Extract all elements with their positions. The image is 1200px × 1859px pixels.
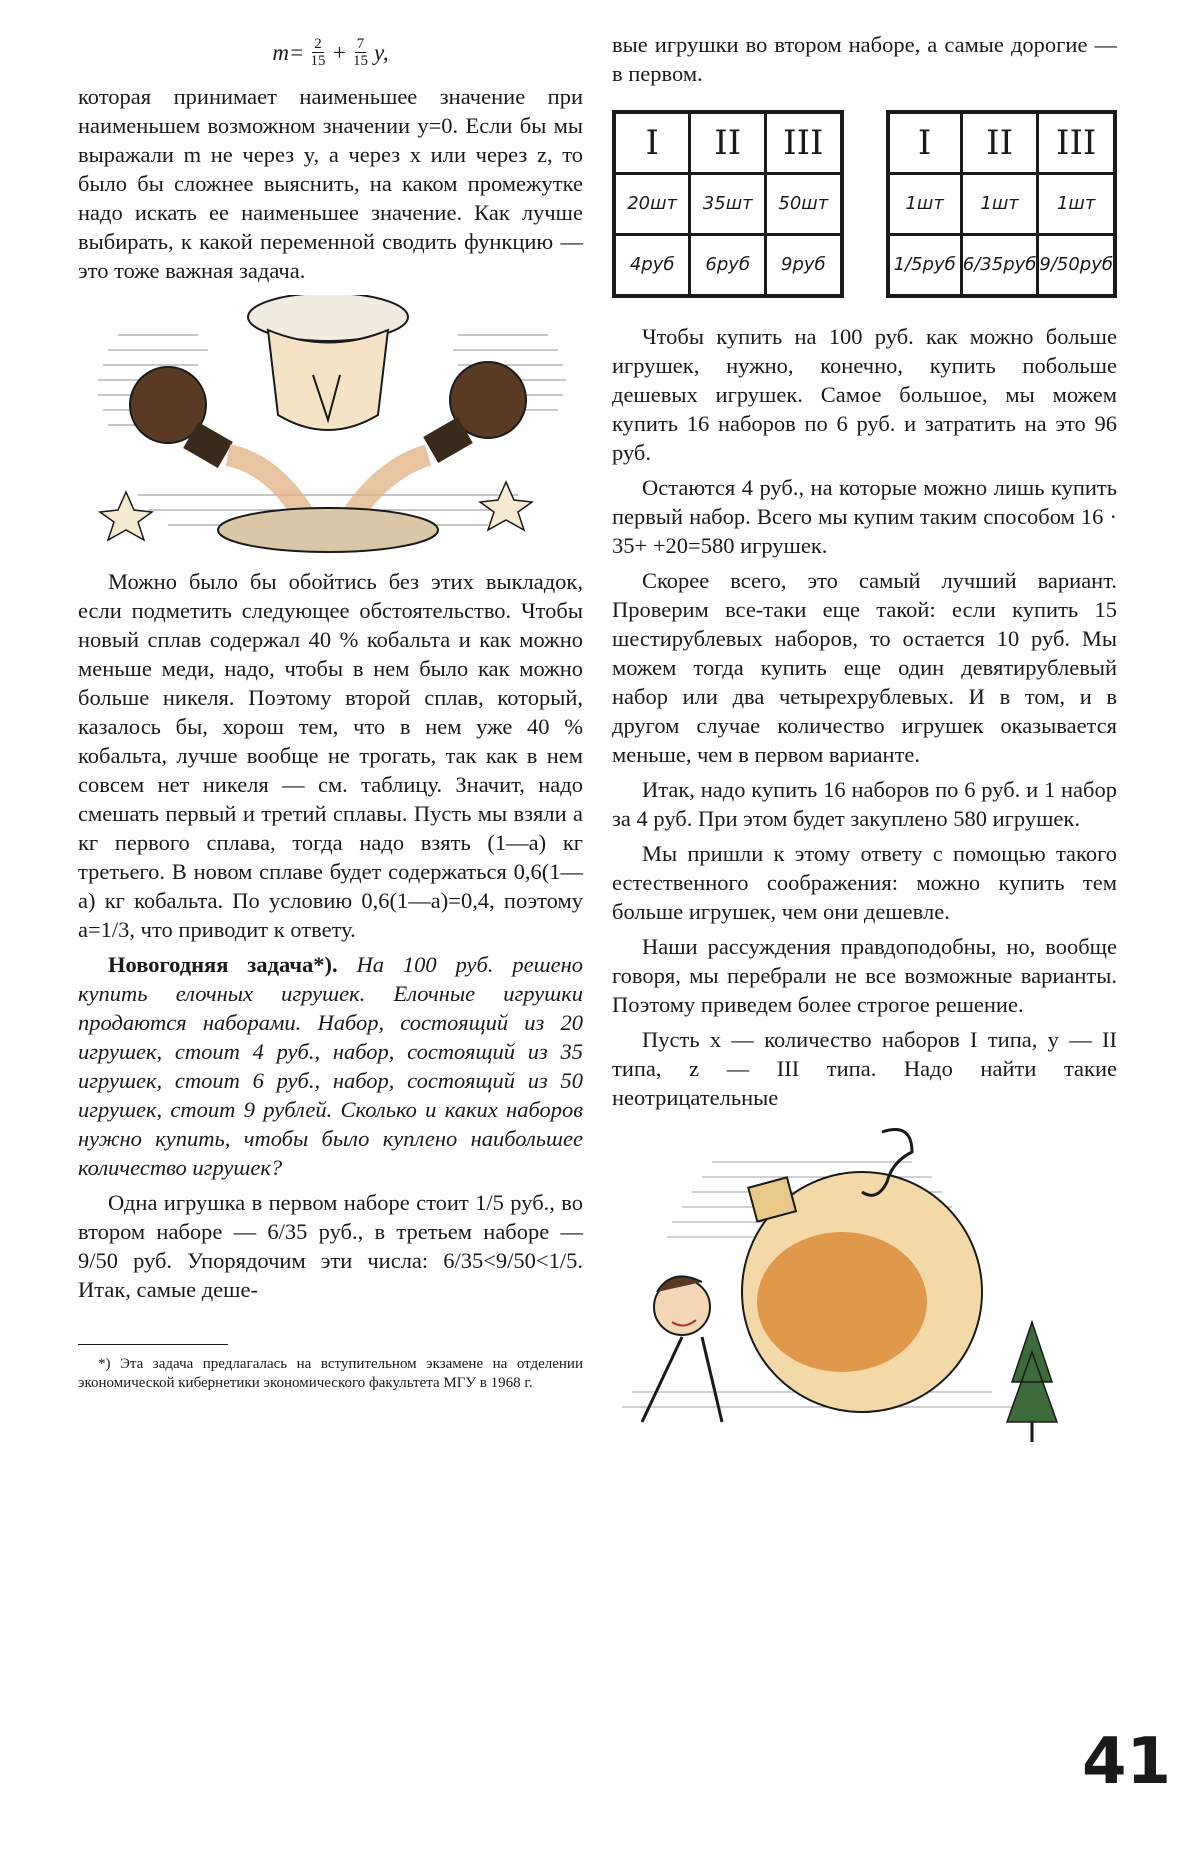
table-cell: 4руб	[614, 235, 690, 297]
paragraph: Чтобы купить на 100 руб. как можно больше игрушек, нужно, конечно, купить побольше дешевых игрушек. Самое большое, мы можем купить 16 наборов по 6 руб. и затратить на это 96 руб.	[612, 324, 1117, 465]
unit-price-table	[886, 110, 1118, 298]
price-tables	[612, 110, 1117, 298]
table-cell: 1/5руб	[888, 235, 962, 297]
paragraph: которая принимает наименьшее значение при наименьшем возможном значении y=0. Если бы мы выражали m не через y, а через x или через z, то было бы сложнее выяснить, на каком промежутке надо искать ее наименьшее значение. Как лучше выбирать, к какой переменной сводить функцию — это тоже важная задача.	[78, 84, 583, 283]
paragraph: Итак, надо купить 16 наборов по 6 руб. и 1 набор за 4 руб. При этом будет закуплено 580 игрушек.	[612, 777, 1117, 831]
alchemist-illustration	[78, 295, 583, 557]
formula-lhs: m=	[272, 39, 305, 65]
page-number: 41	[1082, 1725, 1172, 1799]
table-cell: 50шт	[766, 174, 842, 235]
table-cell: 6/35руб	[961, 235, 1038, 297]
formula-var: y,	[373, 39, 389, 65]
footnote-divider	[78, 1344, 228, 1345]
formula-plus: +	[331, 39, 347, 65]
paragraph: Мы пришли к этому ответу с помощью такого естественного соображения: можно купить тем больше игрушек, чем они дешевле.	[612, 841, 1117, 924]
table-cell: 6руб	[690, 235, 766, 297]
table-cell: I	[888, 112, 962, 174]
table-cell: 1шт	[888, 174, 962, 235]
sets-table	[612, 110, 844, 298]
paragraph: Наши рассуждения правдоподобны, но, вообще говоря, мы перебрали не все возможные варианты. Поэтому приведем более строгое решение.	[612, 934, 1117, 1017]
table-cell: 35шт	[690, 174, 766, 235]
table-cell: 1шт	[1038, 174, 1115, 235]
paragraph: Одна игрушка в первом наборе стоит 1/5 руб., во втором наборе — 6/35 руб., в третьем наборе — 9/50 руб. Упорядочим эти числа: 6/35<9/50<1/5. Итак, самые деше-	[78, 1190, 583, 1302]
table-cell: I	[614, 112, 690, 174]
fraction-2-15: $\frac{2}{15}$	[310, 35, 326, 69]
paragraph: Остаются 4 руб., на которые можно лишь купить первый набор. Всего мы купим таким способом 16 · 35+ +20=580 игрушек.	[612, 475, 1117, 558]
paragraph: вые игрушки во втором наборе, а самые дорогие — в первом.	[612, 32, 1117, 86]
table-cell: III	[1038, 112, 1115, 174]
fraction-7-15: $\frac{7}{15}$	[352, 35, 368, 69]
paragraph: Пусть x — количество наборов I типа, y — II типа, z — III типа. Надо найти такие неотрицательные	[612, 1027, 1117, 1110]
table-cell: 9/50руб	[1038, 235, 1115, 297]
table-cell: II	[961, 112, 1038, 174]
paragraph-new-year-problem: Новогодняя задача*). На 100 руб. решено купить елочных игрушек. Елочные игрушки продаются наборами. Набор, состоящий из 20 игрушек, стоит 4 руб., набор, состоящий из 35 игрушек, стоит 6 руб., набор, состоящий из 50 игрушек, стоит 9 рублей. Сколько и каких наборов нужно купить, чтобы было куплено наибольшее количество игрушек?	[78, 952, 583, 1180]
right-column	[612, 30, 1117, 1462]
table-cell: II	[690, 112, 766, 174]
table-cell: III	[766, 112, 842, 174]
ornament-boy-illustration	[612, 1122, 1117, 1452]
footnote: *) Эта задача предлагалась на вступительном экзамене на отделении экономической кибернетики экономического факультета МГУ в 1968 г.	[78, 1356, 583, 1391]
table-cell: 9руб	[766, 235, 842, 297]
left-column	[78, 30, 583, 1393]
table-cell: 20шт	[614, 174, 690, 235]
paragraph: Скорее всего, это самый лучший вариант. Проверим все-таки еще такой: если купить 15 шестирублевых наборов, то остается 10 руб. Мы можем тогда купить еще один девятирублевый набор или два четырехрублевых. И в том, и в другом случае количество игрушек оказывается меньше, чем в первом варианте.	[612, 568, 1117, 767]
table-cell: 1шт	[961, 174, 1038, 235]
formula-m	[78, 30, 583, 74]
paragraph: Можно было бы обойтись без этих выкладок, если подметить следующее обстоятельство. Чтобы новый сплав содержал 40 % кобальта и как можно меньше меди, надо, чтобы в нем было как можно больше никеля. Поэтому второй сплав, который, казалось бы, хорош тем, что в нем уже 40 % кобальта, лучше вообще не трогать, так как в нем совсем нет никеля — см. таблицу. Значит, надо смешать первый и третий сплавы. Пусть мы взяли a кг первого сплава, тогда надо взять (1—a) кг третьего. В новом сплаве будет содержаться 0,6(1—a) кг кобальта. По условию 0,6(1—a)=0,4, поэтому a=1/3, что приводит к ответу.	[78, 569, 583, 942]
